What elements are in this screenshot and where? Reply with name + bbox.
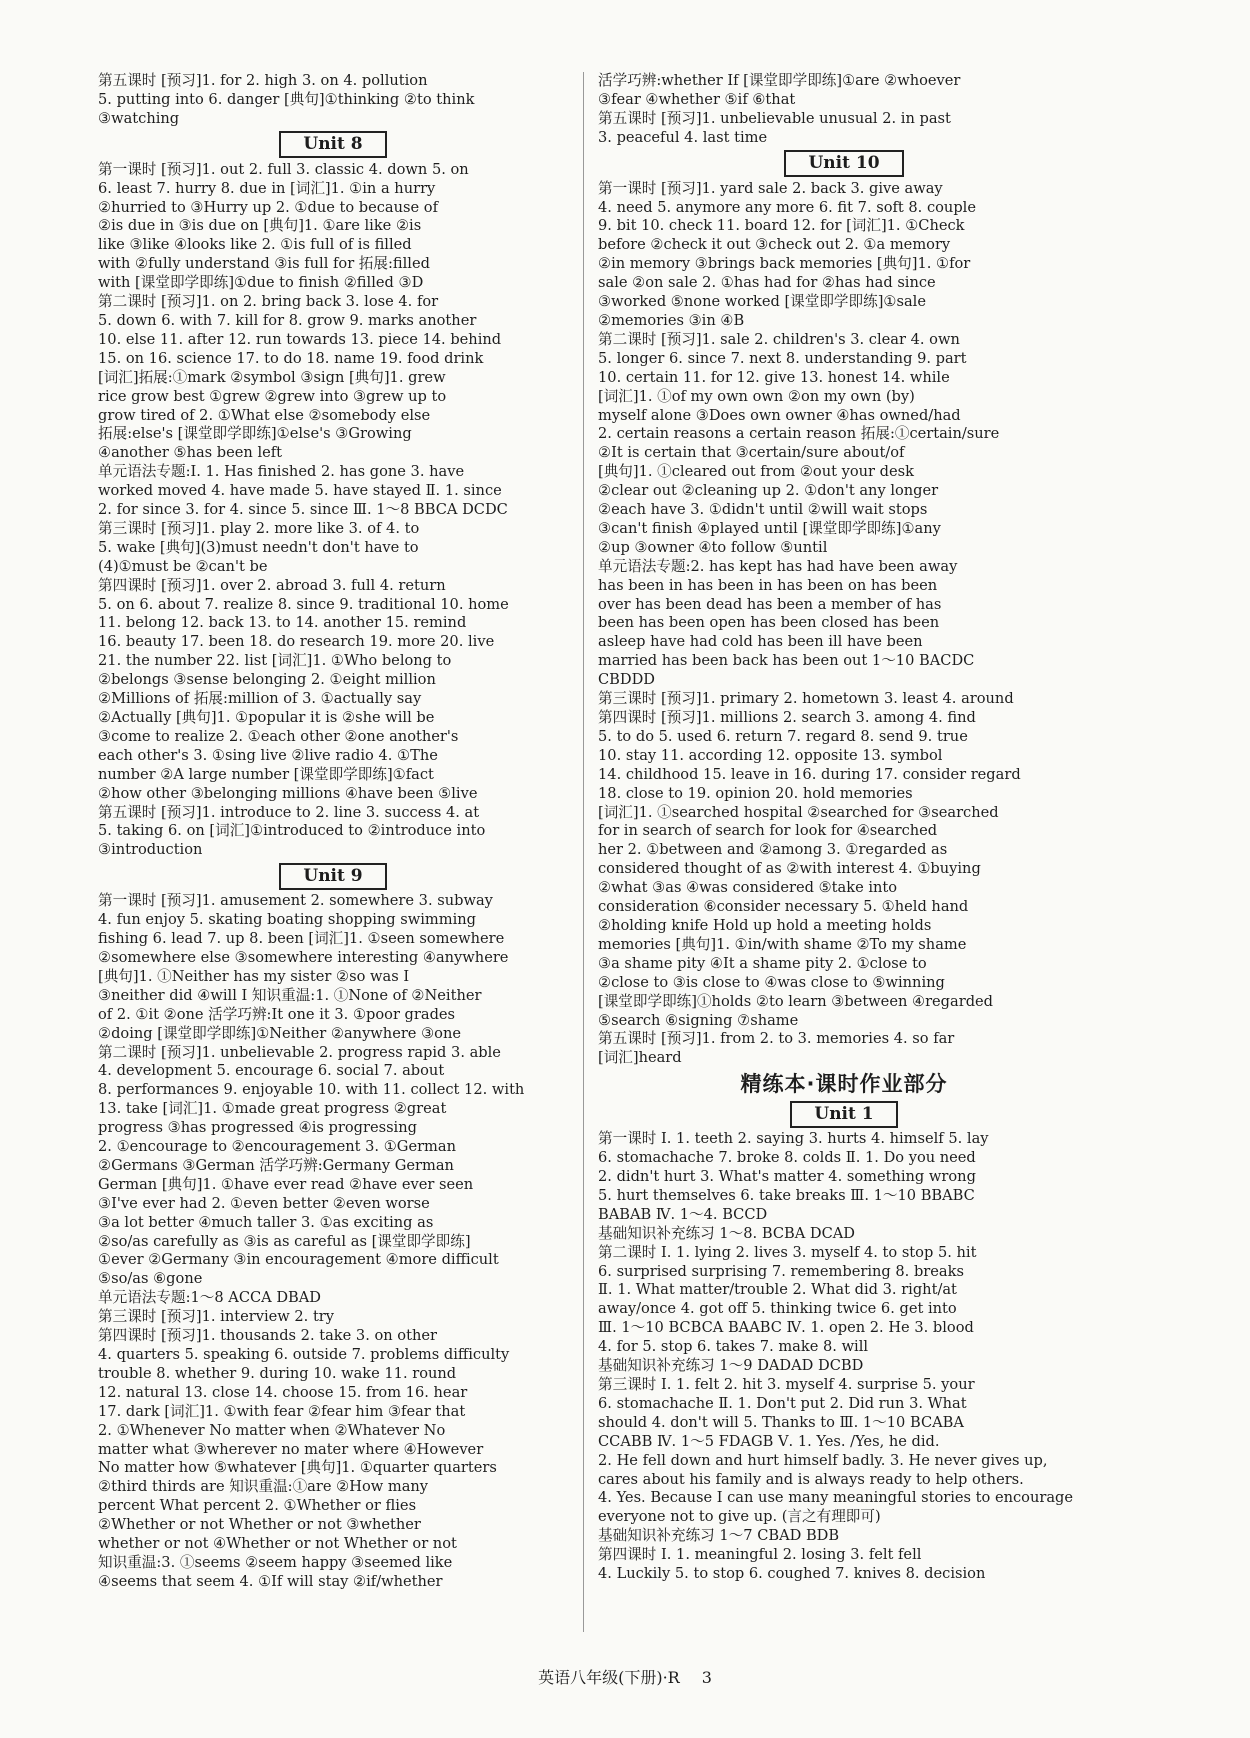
text-line: German [典句]1. ①have ever read ②have ever seen: [98, 1175, 474, 1193]
text-line: 21. the number 22. list [词汇]1. ①Who belong to: [98, 652, 452, 670]
text-line: ②Germans ③German 活学巧辨:Germany German: [98, 1156, 454, 1174]
text-line: has been in has been in has been on has been: [598, 576, 938, 594]
text-line: each other's 3. ①sing live ②live radio 4. ①The: [98, 746, 438, 764]
unit-1-title: Unit 1: [790, 1101, 897, 1128]
text-line: 第三课时 [预习]1. interview 2. try: [98, 1308, 335, 1326]
section-title: 精练本·课时作业部分: [740, 1072, 948, 1097]
text-line: [词汇]1. ①of my own own ②on my own (by): [598, 387, 915, 405]
text-line: 10. else 11. after 12. run towards 13. piece 14. behind: [98, 330, 502, 348]
text-line: 单元语法专题:1～8 ACCA DBAD: [98, 1289, 321, 1307]
exercise-section-heading: [598, 1068, 1090, 1098]
text-line: 2. for since 3. for 4. since 5. since Ⅲ. 1～8 BBCA DCDC: [98, 501, 508, 519]
text-line: 11. belong 12. back 13. to 14. another 15. remind: [98, 614, 467, 632]
text-line: grow tired of 2. ①What else ②somebody else: [98, 406, 431, 424]
text-line: been has been open has been closed has been: [598, 614, 940, 632]
text-line: ②in memory ③brings back memories [典句]1. ①for: [598, 255, 971, 273]
text-line: ②memories ③in ④B: [598, 311, 745, 329]
text-line: sale ②on sale 2. ①has had for ②has had since: [598, 274, 936, 292]
page-footer: [0, 1665, 1250, 1688]
text-line: 5. hurt themselves 6. take breaks Ⅲ. 1～10 BBABC: [598, 1186, 975, 1204]
text-line: 第五课时 [预习]1. unbelievable unusual 2. in past: [598, 109, 951, 127]
text-line: 2. ①encourage to ②encouragement 3. ①German: [98, 1138, 456, 1156]
right-lines-a: [598, 72, 1090, 148]
text-line: 第二课时 [预习]1. unbelievable 2. progress rapid 3. able: [98, 1043, 501, 1061]
text-line: 6. least 7. hurry 8. due in [词汇]1. ①in a hurry: [98, 179, 436, 197]
text-line: 8. performances 9. enjoyable 10. with 11. collect 12. with: [98, 1081, 525, 1099]
text-line: ②belongs ③sense belonging 2. ①eight million: [98, 671, 436, 689]
text-line: 拓展:else's [课堂即学即练]①else's ③Growing: [98, 425, 412, 443]
text-line: 活学巧辨:whether If [课堂即学即练]①are ②whoever: [598, 72, 961, 89]
unit-10-heading: [598, 148, 1090, 180]
text-line: ③can't finish ④played until [课堂即学即练]①any: [598, 519, 941, 537]
text-line: with [课堂即学即练]①due to finish ②filled ③D: [98, 274, 424, 292]
text-line: 4. Luckily 5. to stop 6. coughed 7. knives 8. decision: [598, 1565, 986, 1583]
text-line: 基础知识补充练习 1～8. BCBA DCAD: [598, 1224, 856, 1242]
text-line: 15. on 16. science 17. to do 18. name 19. food drink: [98, 349, 484, 367]
text-line: No matter how ⑤whatever [典句]1. ①quarter quarters: [98, 1459, 497, 1477]
left-lines-c: [98, 892, 568, 1592]
text-line: 4. development 5. encourage 6. social 7. about: [98, 1062, 445, 1080]
unit-9-heading: [98, 860, 568, 892]
text-line: 3. peaceful 4. last time: [598, 128, 768, 146]
text-line: ②so/as carefully as ③is as careful as [课堂即学即练]: [98, 1232, 471, 1250]
text-line: (4)①must be ②can't be: [98, 557, 268, 575]
text-line: 5. wake [典句](3)must needn't don't have to: [98, 538, 419, 556]
text-line: ②clear out ②cleaning up 2. ①don't any longer: [598, 482, 939, 500]
text-line: cares about his family and is always ready to help others.: [598, 1470, 1024, 1488]
text-line: 2. certain reasons a certain reason 拓展:①certain/sure: [598, 425, 1000, 443]
text-line: number ②A large number [课堂即学即练]①fact: [98, 765, 434, 783]
text-line: 第三课时 Ⅰ. 1. felt 2. hit 3. myself 4. surprise 5. your: [598, 1376, 975, 1393]
text-line: 5. on 6. about 7. realize 8. since 9. traditional 10. home: [98, 595, 509, 613]
left-column: [98, 72, 568, 1592]
right-lines-c: [598, 1130, 1090, 1584]
text-line: 2. didn't hurt 3. What's matter 4. something wrong: [598, 1168, 976, 1186]
text-line: myself alone ③Does own owner ④has owned/had: [598, 406, 961, 424]
text-line: 2. ①Whenever No matter when ②Whatever No: [98, 1421, 446, 1439]
text-line: memories [典句]1. ①in/with shame ②To my shame: [598, 935, 967, 953]
text-line: 单元语法专题:Ⅰ. 1. Has finished 2. has gone 3. have: [98, 463, 465, 481]
text-line: rice grow best ①grew ②grew into ③grew up to: [98, 387, 447, 405]
text-line: ②holding knife Hold up hold a meeting holds: [598, 916, 932, 934]
text-line: 第一课时 [预习]1. out 2. full 3. classic 4. down 5. on: [98, 160, 469, 178]
page-number: 3: [701, 1668, 712, 1687]
text-line: should 4. don't will 5. Thanks to Ⅲ. 1～10 BCABA: [598, 1413, 964, 1431]
text-line: her 2. ①between and ②among 3. ①regarded as: [598, 841, 948, 859]
text-line: away/once 4. got off 5. thinking twice 6. get into: [598, 1300, 957, 1318]
unit-8-heading: [98, 129, 568, 161]
text-line: 9. bit 10. check 11. board 12. for [词汇]1. ①Check: [598, 217, 965, 235]
text-line: ③I've ever had 2. ①even better ②even worse: [98, 1194, 430, 1212]
text-line: 12. natural 13. close 14. choose 15. from 16. hear: [98, 1383, 468, 1401]
text-line: 第一课时 Ⅰ. 1. teeth 2. saying 3. hurts 4. himself 5. lay: [598, 1130, 989, 1148]
text-line: ②Actually [典句]1. ①popular it is ②she will be: [98, 709, 435, 726]
text-line: 16. beauty 17. been 18. do research 19. more 20. live: [98, 633, 495, 651]
text-line: 第五课时 [预习]1. from 2. to 3. memories 4. so far: [598, 1030, 955, 1048]
text-line: 第四课时 Ⅰ. 1. meaningful 2. losing 3. felt fell: [598, 1546, 922, 1564]
text-line: ③come to realize 2. ①each other ②one another's: [98, 727, 459, 745]
text-line: 第二课时 [预习]1. on 2. bring back 3. lose 4. for: [98, 293, 439, 311]
text-line: ②third thirds are 知识重温:①are ②How many: [98, 1478, 429, 1496]
text-line: 4. Yes. Because I can use many meaningful stories to encourage: [598, 1489, 1074, 1507]
text-line: 4. fun enjoy 5. skating boating shopping swimming: [98, 911, 477, 929]
text-line: ②It is certain that ③certain/sure about/of: [598, 444, 905, 462]
text-line: ③neither did ④will I 知识重温:1. ①None of ②Neither: [98, 986, 482, 1004]
text-line: ③worked ⑤none worked [课堂即学即练]①sale: [598, 293, 926, 311]
text-line: 5. to do 5. used 6. return 7. regard 8. send 9. true: [598, 727, 968, 745]
text-line: matter what ③wherever no mater where ④However: [98, 1440, 484, 1458]
text-line: ②doing [课堂即学即练]①Neither ②anywhere ③one: [98, 1024, 461, 1042]
text-line: 2. He fell down and hurt himself badly. 3. He never gives up,: [598, 1451, 1048, 1469]
text-line: 6. surprised surprising 7. remembering 8. breaks: [598, 1262, 964, 1280]
text-line: before ②check it out ③check out 2. ①a memory: [598, 236, 951, 254]
text-line: [词汇]heard: [598, 1049, 682, 1067]
text-line: 第四课时 [预习]1. millions 2. search 3. among 4. find: [598, 709, 976, 726]
text-line: married has been back has been out 1～10 BACDC: [598, 652, 975, 670]
text-line: 4. need 5. anymore any more 6. fit 7. soft 8. couple: [598, 198, 976, 216]
text-line: CCABB Ⅳ. 1～5 FDAGB Ⅴ. 1. Yes. /Yes, he did.: [598, 1432, 940, 1450]
text-line: [词汇]拓展:①mark ②symbol ③sign [典句]1. grew: [98, 368, 446, 386]
text-line: trouble 8. whether 9. during 10. wake 11. round: [98, 1364, 457, 1382]
text-line: 知识重温:3. ①seems ②seem happy ③seemed like: [98, 1553, 453, 1571]
text-line: whether or not ④Whether or not Whether or not: [98, 1535, 457, 1553]
left-lines-b: [98, 161, 568, 861]
text-line: 第三课时 [预习]1. primary 2. hometown 3. least 4. around: [598, 690, 1014, 708]
text-line: 10. stay 11. according 12. opposite 13. symbol: [598, 746, 943, 764]
text-line: 5. putting into 6. danger [典句]①thinking ②to think: [98, 90, 475, 108]
text-line: ③a shame pity ④It a shame pity 2. ①close to: [598, 954, 927, 972]
text-line: ②Millions of 拓展:million of 3. ①actually say: [98, 690, 422, 708]
text-line: [词汇]1. ①searched hospital ②searched for ③searched: [598, 803, 999, 821]
text-line: ④seems that seem 4. ①If will stay ②if/whether: [98, 1572, 443, 1590]
text-line: of 2. ①it ②one 活学巧辨:It one it 3. ①poor grades: [98, 1005, 456, 1023]
text-line: [典句]1. ①Neither has my sister ②so was I: [98, 967, 410, 985]
unit-8-title: Unit 8: [279, 131, 386, 158]
unit-1-heading: [598, 1098, 1090, 1130]
text-line: [典句]1. ①cleared out from ②out your desk: [598, 463, 914, 481]
unit-10-title: Unit 10: [784, 150, 903, 177]
text-line: 第五课时 [预习]1. for 2. high 3. on 4. pollution: [98, 72, 428, 89]
text-line: 10. certain 11. for 12. give 13. honest 14. while: [598, 368, 950, 386]
text-line: 5. down 6. with 7. kill for 8. grow 9. marks another: [98, 311, 477, 329]
text-line: ②up ③owner ④to follow ⑤until: [598, 538, 828, 556]
text-line: ②how other ③belonging millions ④have been ⑤live: [98, 784, 478, 802]
right-column: [598, 72, 1090, 1584]
text-line: fishing 6. lead 7. up 8. been [词汇]1. ①seen somewhere: [98, 930, 505, 948]
text-line: 第四课时 [预习]1. over 2. abroad 3. full 4. return: [98, 576, 446, 594]
text-line: 4. for 5. stop 6. takes 7. make 8. will: [598, 1338, 869, 1356]
text-line: consideration ⑥consider necessary 5. ①held hand: [598, 898, 969, 916]
text-line: 单元语法专题:2. has kept has had have been away: [598, 557, 958, 575]
text-line: ⑤search ⑥signing ⑦shame: [598, 1011, 799, 1029]
text-line: 6. stomachache Ⅱ. 1. Don't put 2. Did run 3. What: [598, 1394, 967, 1412]
text-line: 17. dark [词汇]1. ①with fear ②fear him ③fear that: [98, 1402, 466, 1420]
text-line: 基础知识补充练习 1～7 CBAD BDB: [598, 1527, 840, 1545]
text-line: ②is due in ③is due on [典句]1. ①are like ②is: [98, 217, 422, 235]
text-line: 13. take [词汇]1. ①made great progress ②great: [98, 1100, 447, 1118]
text-line: 第一课时 [预习]1. amusement 2. somewhere 3. subway: [98, 892, 493, 910]
text-line: ②close to ③is close to ④was close to ⑤winning: [598, 973, 945, 991]
text-line: 第四课时 [预习]1. thousands 2. take 3. on other: [98, 1327, 437, 1345]
text-line: like ③like ④looks like 2. ①is full of is filled: [98, 236, 412, 254]
text-line: 4. quarters 5. speaking 6. outside 7. problems difficulty: [98, 1346, 510, 1363]
text-line: 第五课时 [预习]1. introduce to 2. line 3. success 4. at: [98, 803, 480, 821]
column-divider: [583, 72, 584, 1632]
text-line: ②hurried to ③Hurry up 2. ①due to because of: [98, 198, 438, 216]
text-line: ②somewhere else ③somewhere interesting ④anywhere: [98, 948, 509, 966]
unit-9-title: Unit 9: [279, 863, 386, 890]
text-line: everyone not to give up. (言之有理即可): [598, 1508, 881, 1526]
text-line: 5. longer 6. since 7. next 8. understanding 9. part: [598, 349, 967, 367]
text-line: ②what ③as ④was considered ⑤take into: [598, 879, 898, 897]
text-line: percent What percent 2. ①Whether or flies: [98, 1497, 417, 1515]
text-line: for in search of search for look for ④searched: [598, 822, 938, 840]
text-line: asleep have had cold has been ill have been: [598, 633, 923, 651]
text-line: ⑤so/as ⑥gone: [98, 1270, 203, 1288]
book-label: 英语八年级(下册)·R: [538, 1668, 680, 1687]
text-line: 18. close to 19. opinion 20. hold memories: [598, 784, 913, 802]
text-line: CBDDD: [598, 671, 655, 689]
text-line: 6. stomachache 7. broke 8. colds Ⅱ. 1. Do you need: [598, 1149, 976, 1167]
text-line: considered thought of as ②with interest 4. ①buying: [598, 860, 981, 878]
text-line: ③a lot better ④much taller 3. ①as exciting as: [98, 1213, 434, 1231]
text-line: 基础知识补充练习 1～9 DADAD DCBD: [598, 1357, 864, 1375]
text-line: 第一课时 [预习]1. yard sale 2. back 3. give away: [598, 179, 943, 197]
text-line: progress ③has progressed ④is progressing: [98, 1119, 417, 1137]
text-line: ②Whether or not Whether or not ③whether: [98, 1516, 421, 1534]
text-line: worked moved 4. have made 5. have stayed Ⅱ. 1. since: [98, 482, 502, 500]
text-line: 第二课时 Ⅰ. 1. lying 2. lives 3. myself 4. to stop 5. hit: [598, 1243, 977, 1261]
right-lines-b: [598, 180, 1090, 1069]
text-line: BABAB Ⅳ. 1～4. BCCD: [598, 1205, 768, 1223]
text-line: 14. childhood 15. leave in 16. during 17. consider regard: [598, 765, 1021, 783]
left-lines-a: [98, 72, 568, 129]
text-line: 第三课时 [预习]1. play 2. more like 3. of 4. to: [98, 519, 420, 537]
text-line: ②each have 3. ①didn't until ②will wait stops: [598, 501, 928, 519]
text-line: 第二课时 [预习]1. sale 2. children's 3. clear 4. own: [598, 330, 960, 348]
text-line: Ⅲ. 1～10 BCBCA BAABC Ⅳ. 1. open 2. He 3. blood: [598, 1319, 974, 1337]
text-line: ①ever ②Germany ③in encouragement ④more difficult: [98, 1251, 499, 1269]
text-line: with ②fully understand ③is full for 拓展:filled: [98, 255, 430, 273]
text-line: ③fear ④whether ⑤if ⑥that: [598, 90, 796, 108]
text-line: ③watching: [98, 109, 180, 127]
text-line: over has been dead has been a member of has: [598, 595, 942, 613]
text-line: Ⅱ. 1. What matter/trouble 2. What did 3. right/at: [598, 1281, 957, 1299]
text-line: ③introduction: [98, 841, 203, 859]
text-line: ④another ⑤has been left: [98, 444, 283, 462]
text-line: [课堂即学即练]①holds ②to learn ③between ④regarded: [598, 992, 994, 1010]
text-line: 5. taking 6. on [词汇]①introduced to ②introduce into: [98, 822, 486, 840]
